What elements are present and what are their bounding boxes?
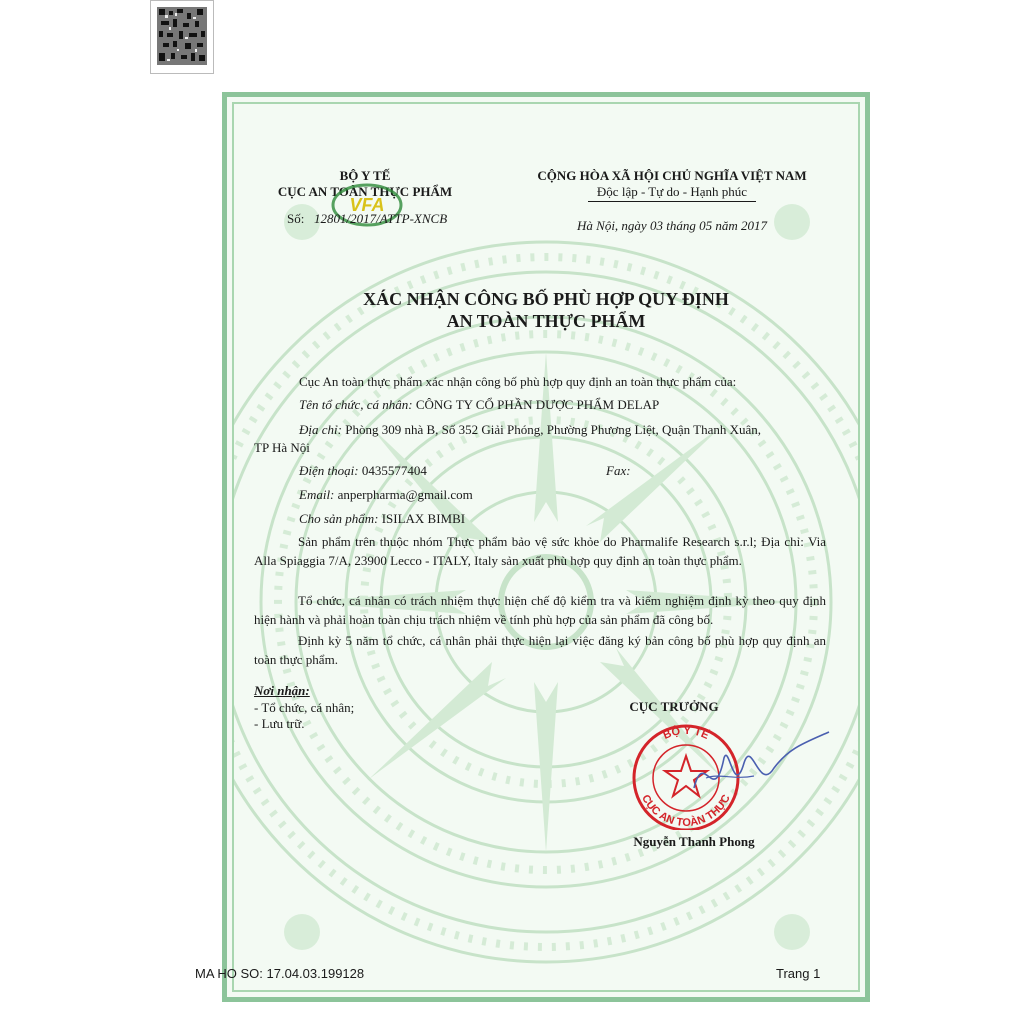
address-row: [299, 422, 761, 438]
fax-label: Fax:: [606, 463, 631, 478]
product-value: ISILAX BIMBI: [381, 511, 466, 526]
address-value: Phòng 309 nhà B, Số 352 Giải Phóng, Phường Phương Liệt, Quận Thanh Xuân,: [345, 422, 762, 437]
recipient-item: - Lưu trữ.: [254, 716, 305, 731]
signer-name: Nguyễn Thanh Phong: [633, 834, 755, 849]
phone-row: [299, 463, 427, 479]
product-label: Cho sản phẩm:: [299, 511, 379, 526]
svg-text:CỤC AN TOÀN THỰC: CỤC AN TOÀN THỰC: [639, 792, 733, 830]
phone-value: 0435577404: [361, 463, 427, 478]
page-number: Trang 1: [776, 966, 821, 981]
email-label: Email:: [299, 487, 335, 502]
signer-title: CỤC TRƯỞNG: [629, 699, 719, 714]
address-label: Địa chỉ:: [299, 422, 342, 437]
national-motto: Độc lập - Tự do - Hạnh phúc: [596, 184, 748, 199]
intro-text: Cục An toàn thực phẩm xác nhận công bố phù hợp quy định an toàn thực phẩm của:: [299, 374, 737, 389]
document-number-label: Số:: [287, 211, 305, 226]
file-code: MA HO SO: 17.04.03.199128: [195, 966, 365, 981]
phone-label: Điện thoại:: [299, 463, 359, 478]
product-conformity-paragraph: Sản phẩm trên thuộc nhóm Thực phẩm bảo vệ sức khỏe do Pharmalife Research s.r.l; Địa chỉ: Via Alla Spiaggia 7/A, 23900 Lecco - ITALY, Italy sản xuất phù hợp quy định an toàn thực phẩm.: [254, 534, 826, 568]
document-title-line1: XÁC NHẬN CÔNG BỐ PHÙ HỢP QUY ĐỊNH: [363, 289, 729, 309]
place-date: Hà Nội, ngày 03 tháng 05 năm 2017: [577, 218, 767, 233]
email-row: [299, 487, 473, 503]
svg-text:BỘ Y TẾ: BỘ Y TẾ: [661, 724, 711, 742]
official-stamp: [624, 718, 834, 830]
email-value: anperpharma@gmail.com: [337, 487, 473, 502]
address-value-continued: TP Hà Nội: [254, 440, 310, 455]
organization-label: Tên tổ chức, cá nhân:: [299, 397, 413, 412]
product-row: [299, 511, 465, 527]
recipients-label: Nơi nhận:: [254, 683, 310, 698]
organization-value: CÔNG TY CỔ PHẦN DƯỢC PHẨM DELAP: [415, 397, 660, 412]
document-title-line2: AN TOÀN THỰC PHẨM: [446, 311, 646, 331]
document-number: 12801/2017/ATTP-XNCB: [314, 211, 448, 226]
agency-name: CỤC AN TOÀN THỰC PHẨM: [277, 184, 453, 199]
qr-code: [150, 0, 214, 74]
ministry-name: BỘ Y TẾ: [339, 168, 391, 183]
country-name: CỘNG HÒA XÃ HỘI CHỦ NGHĨA VIỆT NAM: [537, 168, 807, 183]
svg-text:VFA: VFA: [349, 195, 385, 215]
responsibility-paragraph: Tổ chức, cá nhân có trách nhiệm thực hiện chế độ kiểm tra và kiểm nghiệm định kỳ theo quy định hiện hành và phải hoàn toàn chịu trách nhiệm về tính phù hợp của sản phẩm đã công bố.: [254, 593, 826, 627]
renewal-paragraph: Định kỳ 5 năm tổ chức, cá nhân phải thực hiện lại việc đăng ký bản công bố phù hợp quy định an toàn thực phẩm.: [254, 633, 826, 667]
organization-row: [299, 397, 659, 413]
motto-underline: [588, 201, 756, 202]
recipient-item: - Tổ chức, cá nhân;: [254, 700, 355, 715]
